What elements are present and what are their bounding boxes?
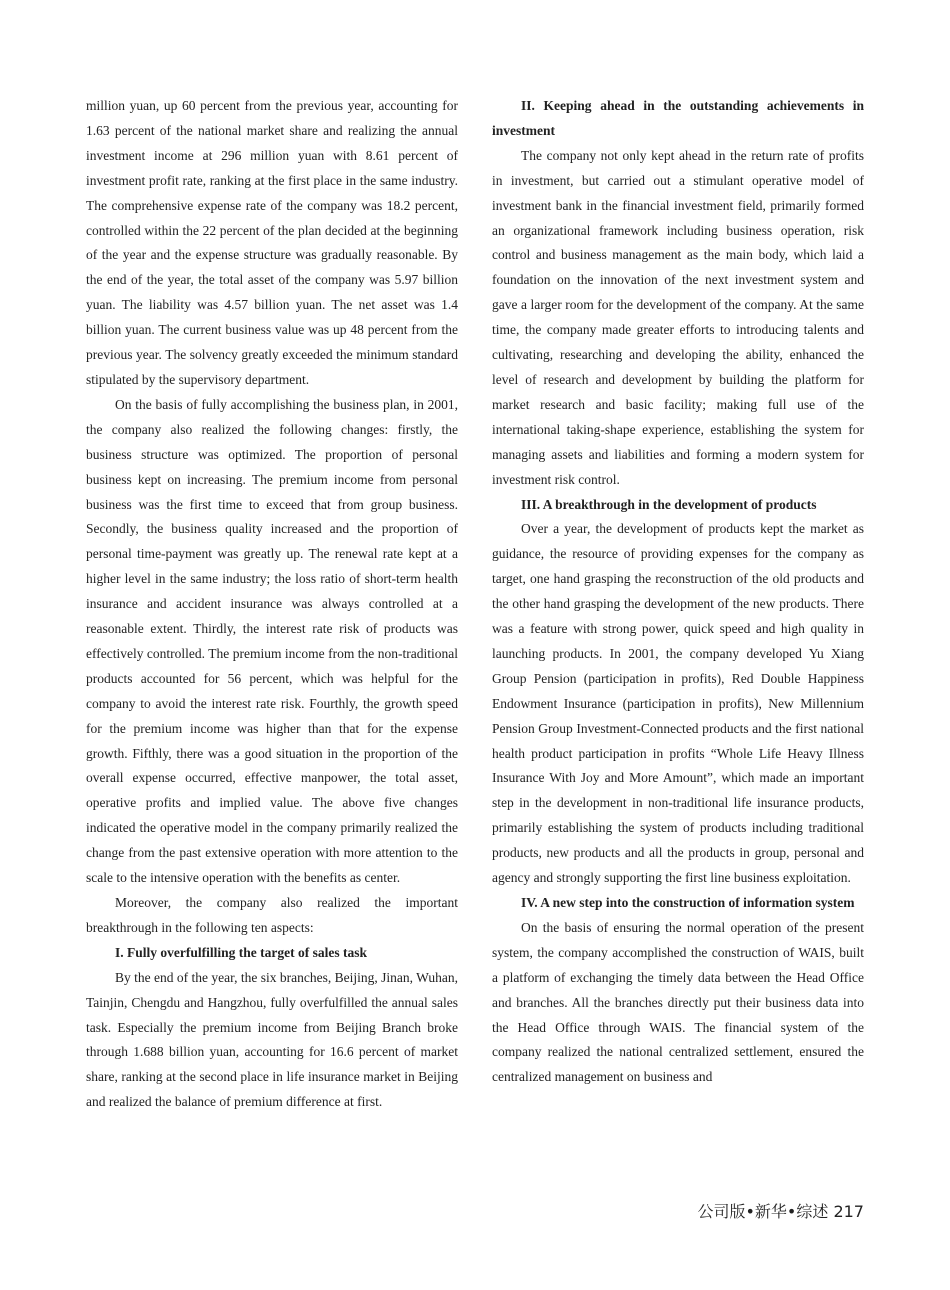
section-heading: II. Keeping ahead in the outstanding achievements in investment — [492, 98, 864, 138]
section-heading: III. A breakthrough in the development of products — [521, 496, 817, 512]
left-column — [86, 94, 458, 1115]
paragraph: Over a year, the development of products kept the market as guidance, the resource of providing expenses for the company as target, one hand grasping the reconstruction of the old products and the other hand grasping the development of the new products. There was a feature with strong power, quick speed and high quality in launching products. In 2001, the company developed Yu Xiang Group Pension (participation in profits), Red Double Happiness Endowment Insurance (participation in profits), New Millennium Pension Group Investment-Connected products and the first national health product participation in profits “Whole Life Heavy Illness Insurance With Joy and More Amount”, which made an important step in the development in non-traditional life insurance products, primarily establishing the system of products including traditional products, new products and all the products in group, personal and agency and strongly supporting the first line business exploitation. — [492, 521, 864, 886]
paragraph: On the basis of fully accomplishing the business plan, in 2001, the company also realized the following changes: firstly, the business structure was optimized. The proportion of personal business kept on increasing. The premium income from personal business was the first time to exceed that from group business. Secondly, the business quality increased and the proportion of personal time-payment was greatly up. The renewal rate kept at a higher level in the same industry; the loss ratio of short-term health insurance and accident insurance was always controlled at a reasonable extent. Thirdly, the interest rate risk of products was effectively controlled. The premium income from the non-traditional products accounted for 56 percent, which was helpful for the company to avoid the interest rate risk. Fourthly, the growth speed for the premium income was higher than that for the expense growth. Fifthly, there was a good situation in the proportion of the overall expense occurred, effective manpower, the total asset, operative profits and implied value. The above five changes indicated the operative model in the company primarily realized the change from the past extensive operation with more attention to the scale to the intensive operation with the benefits as center. — [86, 396, 458, 886]
paragraph: On the basis of ensuring the normal operation of the present system, the company accomplished the construction of WAIS, built a platform of exchanging the timely data between the Head Office and branches. All the branches directly put their business data into the Head Office through WAIS. The financial system of the company realized the national centralized settlement, ensured the centralized management on business and — [492, 919, 864, 1085]
section-heading: I. Fully overfulfilling the target of sales task — [115, 944, 367, 960]
page-footer: 公司版•新华•综述 217 — [697, 1202, 864, 1221]
paragraph: Moreover, the company also realized the important breakthrough in the following ten aspects: — [86, 895, 458, 935]
paragraph: By the end of the year, the six branches, Beijing, Jinan, Wuhan, Tainjin, Chengdu and Hangzhou, fully overfulfilled the annual sales task. Especially the premium income from Beijing Branch broke through 1.688 billion yuan, accounting for 16.6 percent of market share, ranking at the second place in life insurance market in Beijing and realized the balance of premium difference at first. — [86, 969, 458, 1110]
section-heading: IV. A new step into the construction of information system — [521, 895, 855, 910]
paragraph: The company not only kept ahead in the return rate of profits in investment, but carried out a stimulant operative model of investment bank in the financial investment field, primarily formed an organizational framework including business operation, risk control and business management as the main body, which laid a foundation on the innovation of the next investment system and gave a larger room for the development of the company. At the same time, the company made greater efforts to introducing talents and cultivating, researching and developing the ability, enhanced the level of research and development by building the platform for market research and basic facility; making full use of the international taking-shape experience, establishing the system for managing assets and liabilities and forming a modern system for investment risk control. — [492, 147, 864, 487]
right-column — [492, 94, 864, 1090]
paragraph: million yuan, up 60 percent from the previous year, accounting for 1.63 percent of the national market share and realizing the annual investment income at 296 million yuan with 8.61 percent of investment profit rate, ranking at the first place in the same industry. The comprehensive expense rate of the company was 18.2 percent, controlled within the 22 percent of the plan decided at the beginning of the year and the expense structure was gradually reasonable. By the end of the year, the total asset of the company was 5.97 billion yuan. The liability was 4.57 billion yuan. The net asset was 1.4 billion yuan. The current business value was up 48 percent from the previous year. The solvency greatly exceeded the minimum standard stipulated by the supervisory department. — [86, 98, 458, 387]
